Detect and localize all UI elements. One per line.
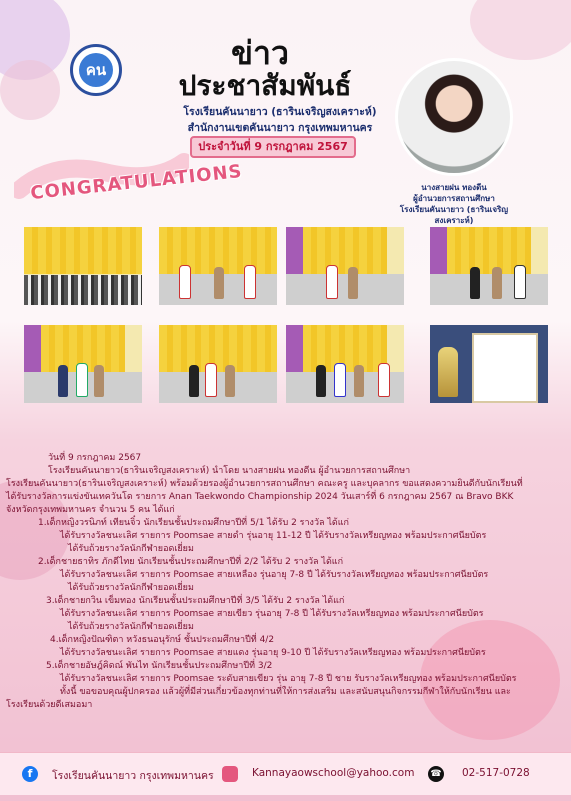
photo-floor xyxy=(159,372,277,403)
photo-award xyxy=(159,227,277,305)
photo-bg xyxy=(24,227,142,274)
body-line: ได้รับรางวัลชนะเลิศ รายการ Poomsae สายดำ รุ่นอายุ 11-12 ปี ได้รับรางวัลเหรียญทอง พร้อมประกาศนียบัตร xyxy=(60,531,487,541)
body-line: ได้รับถ้วยรางวัลนักกีฬายอดเยี่ยม xyxy=(68,544,194,554)
photo-trophy-certificate xyxy=(430,325,548,403)
body-line: โรงเรียนคันนายาว(ธารินเจริญสงเคราะห์) พร้อมด้วยรองผู้อำนวยการสถานศึกษา คณะครู และบุคลากร ขอแสดงความยินดีกับนักเรียนที่ xyxy=(6,479,523,489)
photo-person xyxy=(179,265,191,299)
photo-bg xyxy=(303,227,388,274)
photo-person xyxy=(214,267,224,299)
page-subtitle: ประชาสัมพันธ์ xyxy=(178,69,352,102)
email-icon[interactable] xyxy=(222,766,238,782)
email-link[interactable]: Kannayaowschool@yahoo.com xyxy=(252,767,415,779)
director-portrait xyxy=(395,58,513,176)
phone-number[interactable]: 02-517-0728 xyxy=(462,767,530,779)
page-title: ข่าว xyxy=(231,34,289,72)
body-line: โรงเรียนด้วยดีเสมอมา xyxy=(6,700,93,710)
facebook-link[interactable]: โรงเรียนคันนายาว กรุงเทพมหานคร xyxy=(52,770,214,782)
photo-award xyxy=(430,227,548,305)
director-school: โรงเรียนคันนายาว (ธารินเจริญสงเคราะห์) xyxy=(399,205,509,225)
photo-person xyxy=(316,365,326,397)
photo-person xyxy=(348,267,358,299)
contact-footer xyxy=(0,752,571,795)
certificate-icon xyxy=(472,333,538,403)
date-badge: ประจำวันที่ 9 กรกฎาคม 2567 xyxy=(190,136,356,158)
school-name: โรงเรียนคันนายาว (ธารินเจริญสงเคราะห์) xyxy=(183,106,377,118)
photo-person xyxy=(76,363,88,397)
photo-award xyxy=(159,325,277,403)
photo-group xyxy=(24,227,142,305)
body-line: ได้รับรางวัลชนะเลิศ รายการ Poomsae สายแดง รุ่นอายุ 9-10 ปี ได้รับรางวัลเหรียญทอง พร้อมประกาศนียบัตร xyxy=(60,648,486,658)
body-line: ได้รับถ้วยรางวัลนักกีฬายอดเยี่ยม xyxy=(68,622,194,632)
photo-person xyxy=(244,265,256,299)
phone-icon[interactable]: ☎ xyxy=(428,766,444,782)
body-line: 3.เด็กชายกวิน เข็มทอง นักเรียนชั้นประถมศึกษาปีที่ 3/5 ได้รับ 2 รางวัล ได้แก่ xyxy=(46,596,345,606)
body-line: ได้รับถ้วยรางวัลนักกีฬายอดเยี่ยม xyxy=(68,583,194,593)
trophy-icon xyxy=(438,347,458,397)
photo-bg xyxy=(159,325,277,372)
body-line: 2.เด็กชายธาทิร ภักดีไทย นักเรียนชั้นประถมศึกษาปีที่ 2/2 ได้รับ 2 รางวัล ได้แก่ xyxy=(38,557,344,567)
body-line: ได้รับรางวัลชนะเลิศ รายการ Poomsae สายเหลือง รุ่นอายุ 7-8 ปี ได้รับรางวัลเหรียญทอง พร้อมประกาศนียบัตร xyxy=(60,570,489,580)
photo-person xyxy=(326,265,338,299)
body-line: ได้รับรางวัลชนะเลิศ รายการ Poomsae ระดับสายเขียว รุ่น อายุ 7-8 ปี ชาย รับรางวัลเหรียญทอง พร้อมประกาศนียบัตร xyxy=(60,674,517,684)
director-name: นางสายฝน ทองดีน xyxy=(421,183,487,192)
photo-floor xyxy=(430,274,548,305)
photo-person xyxy=(514,265,526,299)
photo-person xyxy=(378,363,390,397)
body-line: ทั้งนี้ ขอขอบคุณผู้ปกครอง แล้วผู้ที่มีส่วนเกี่ยวข้องทุกท่านที่ให้การส่งเสริม และสนับสนุนกิจกรรมกีฬาให้กับนักเรียน และ xyxy=(60,687,511,697)
photo-floor xyxy=(286,274,404,305)
body-line: ได้รับรางวัลการแข่งขันเทควันโด รายการ Anan Taekwondo Championship 2024 วันเสาร์ที่ 6 กรกฎาคม 2567 ณ Bravo BKK xyxy=(6,492,514,502)
director-caption xyxy=(385,182,523,226)
photo-award xyxy=(286,227,404,305)
body-line: 1.เด็กหญิงวรนิภท์ เทียนจิ๋ว นักเรียนชั้นประถมศึกษาปีที่ 5/1 ได้รับ 2 รางวัล ได้แก่ xyxy=(38,518,350,528)
body-line: โรงเรียนคันนายาว(ธารินเจริญสงเคราะห์) นำโดย นางสายฝน ทองดีน ผู้อำนวยการสถานศึกษา xyxy=(48,466,411,476)
congrats-text: CONGRATULATIONS xyxy=(29,160,244,205)
photo-award xyxy=(286,325,404,403)
photo-person xyxy=(470,267,480,299)
photo-crowd xyxy=(24,275,142,305)
flower-decoration xyxy=(0,60,60,120)
body-line: จังหวัดกรุงเทพมหานคร จำนวน 5 คน ได้แก่ xyxy=(6,505,175,515)
facebook-icon[interactable]: f xyxy=(22,766,38,782)
flower-decoration xyxy=(470,0,571,60)
photo-person xyxy=(354,365,364,397)
body-line: วันที่ 9 กรกฎาคม 2567 xyxy=(48,453,142,463)
school-logo xyxy=(70,44,122,96)
body-line: 4.เด็กหญิงปัณฑิตา หวังธนอนุรักษ์ ชั้นประถมศึกษาปีที่ 4/2 xyxy=(50,635,275,645)
photo-award xyxy=(24,325,142,403)
photo-person xyxy=(225,365,235,397)
photo-person xyxy=(94,365,104,397)
photo-person xyxy=(189,365,199,397)
photo-person xyxy=(334,363,346,397)
school-logo-icon: คน xyxy=(79,53,113,87)
body-line: 5.เด็กชายอัษฎ์คิดณ์ พันไท นักเรียนชั้นประถมศึกษาปีที่ 3/2 xyxy=(46,661,273,671)
photo-person xyxy=(205,363,217,397)
photo-person xyxy=(492,267,502,299)
director-position: ผู้อำนวยการสถานศึกษา xyxy=(413,194,495,203)
photo-person xyxy=(58,365,68,397)
body-line: ได้รับรางวัลชนะเลิศ รายการ Poomsae สายเขียว รุ่นอายุ 7-8 ปี ได้รับรางวัลเหรียญทอง พร้อมประกาศนียบัตร xyxy=(60,609,484,619)
district-office: สำนักงานเขตคันนายาว กรุงเทพมหานคร xyxy=(187,122,373,134)
